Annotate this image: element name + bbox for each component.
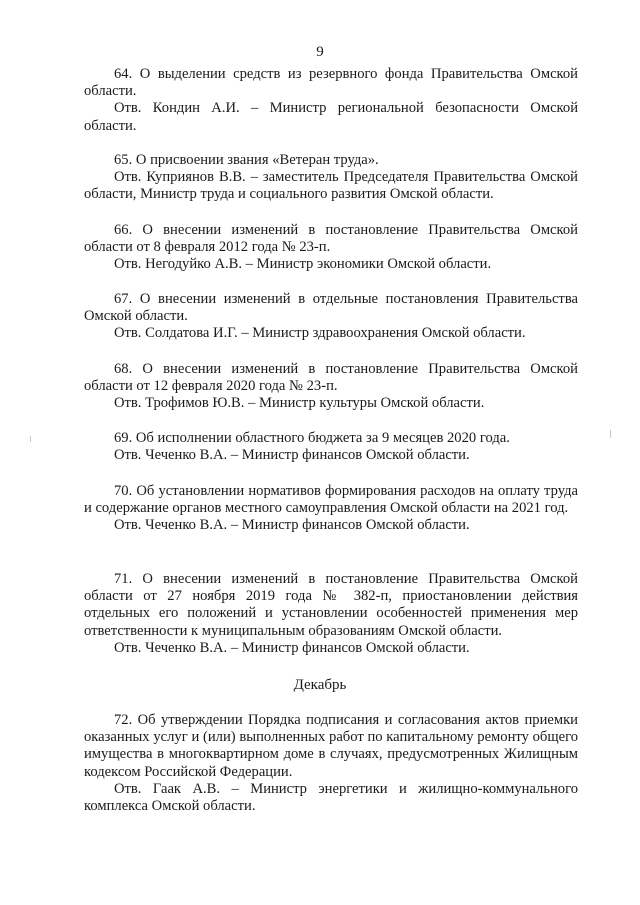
agenda-item-66	[84, 222, 578, 274]
item-title: 64. О выделении средств из резервного фонда Правительства Омской области.	[84, 66, 578, 100]
agenda-item-70	[84, 483, 578, 535]
item-title: 69. Об исполнении областного бюджета за 9 месяцев 2020 года.	[114, 430, 510, 446]
agenda-item-64	[84, 66, 578, 135]
item-responsible: Отв. Чеченко В.А. – Министр финансов Омской области.	[114, 639, 470, 656]
agenda-item-69	[84, 430, 578, 464]
agenda-item-72	[84, 712, 578, 815]
item-title: 67. О внесении изменений в отдельные постановления Правительства Омской области.	[84, 291, 578, 325]
agenda-item-65	[84, 152, 578, 204]
item-responsible: Отв. Куприянов В.В. – заместитель Председателя Правительства Омской области, Министр труда и социального развития Омской области.	[84, 169, 578, 203]
item-responsible: Отв. Чеченко В.А. – Министр финансов Омской области.	[114, 517, 470, 534]
item-responsible: Отв. Негодуйко А.В. – Министр экономики Омской области.	[114, 256, 492, 273]
section-heading-december: Декабрь	[293, 677, 347, 693]
scan-artifact	[30, 436, 31, 442]
agenda-item-68	[84, 361, 578, 413]
item-title: 71. О внесении изменений в постановление Правительства Омской области от 27 ноября 2019 года № 382-п, приостановлении действия отдельных его положений и установлении особенностей применения мер ответственности к муниципальным образованиям Омской области.	[84, 571, 578, 639]
item-title: 65. О присвоении звания «Ветеран труда».	[114, 152, 379, 168]
item-title: 72. Об утверждении Порядка подписания и согласования актов приемки оказанных услуг и (или) выполненных работ по капитальному ремонту общего имущества в многоквартирном доме в случаях, предусмотренных Жилищным кодексом Российской Федерации.	[84, 712, 578, 780]
item-title: 66. О внесении изменений в постановление Правительства Омской области от 8 февраля 2012 года № 23-п.	[84, 222, 578, 256]
agenda-item-71	[84, 571, 578, 657]
item-title: 68. О внесении изменений в постановление Правительства Омской области от 12 февраля 2020 года № 23-п.	[84, 361, 578, 395]
agenda-item-67	[84, 291, 578, 343]
item-responsible: Отв. Гаак А.В. – Министр энергетики и жилищно-коммунального комплекса Омской области.	[84, 780, 578, 815]
item-title: 70. Об установлении нормативов формирования расходов на оплату труда и содержание органов местного самоуправления Омской области на 2021 год.	[84, 483, 578, 517]
item-responsible: Отв. Солдатова И.Г. – Министр здравоохранения Омской области.	[114, 325, 526, 342]
item-responsible: Отв. Кондин А.И. – Министр региональной безопасности Омской области.	[84, 100, 578, 134]
item-responsible: Отв. Трофимов Ю.В. – Министр культуры Омской области.	[114, 395, 485, 412]
scan-artifact	[610, 430, 611, 438]
page-number: 9	[316, 44, 324, 60]
item-responsible: Отв. Чеченко В.А. – Министр финансов Омской области.	[114, 447, 470, 464]
